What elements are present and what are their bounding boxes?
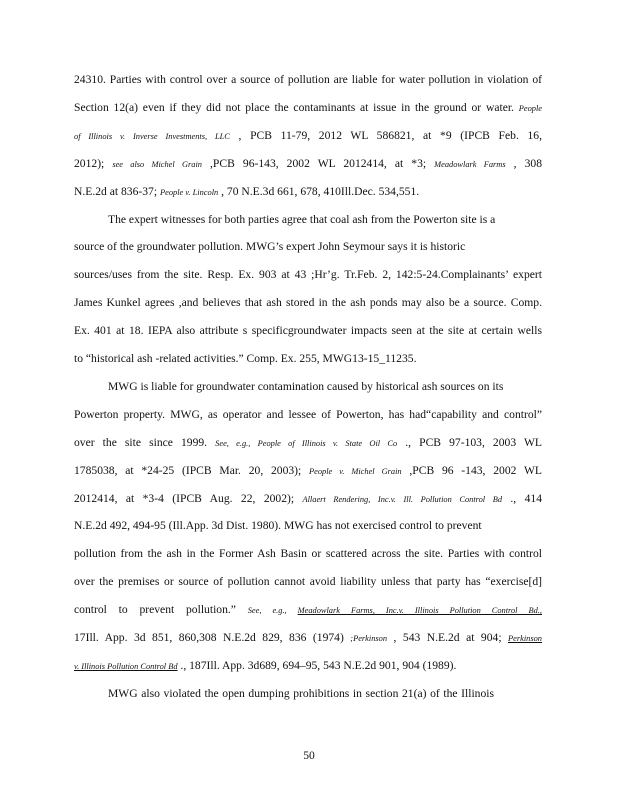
text-run: ., PCB 97-103, 2003 WL [397, 435, 543, 449]
text-line [108, 379, 504, 394]
text-line [74, 240, 542, 254]
text-line [74, 185, 542, 200]
case-citation: People v. Michel Grain [309, 466, 402, 476]
text-run: over the premises or source of pollution cannot avoid liability unless that party has “exercise[d] [74, 575, 542, 589]
text-run: The expert witnesses for both parties agree that coal ash from the Powerton site is a [108, 212, 496, 226]
text-run: , PCB 11-79, 2012 WL 586821, at *9 (IPCB Feb. 16, [229, 128, 542, 142]
text-run: ., 187Ill. App. 3d689, 694–95, 543 N.E.2d 901, 904 (1989). [177, 658, 457, 672]
text-run: N.E.2d at 836-37; [74, 184, 160, 198]
text-line [74, 659, 542, 674]
text-run: 1785038, at *24-25 (IPCB Mar. 20, 2003); [74, 463, 310, 477]
text-line [74, 268, 542, 282]
case-citation: Meadowlark Farms [434, 159, 506, 169]
text-line [74, 296, 542, 310]
text-run: ,PCB 96-143, 2002 WL 2012414, at *3; [201, 156, 435, 170]
text-run: over the site since 1999. [74, 435, 216, 449]
text-run: , 308 [505, 156, 543, 170]
page-number: 50 [303, 749, 315, 762]
case-citation: ;Perkinson [350, 634, 388, 643]
text-line [74, 575, 542, 589]
text-line [74, 101, 542, 116]
case-citation: see also Michel Grain [112, 159, 202, 169]
text-line [74, 73, 542, 87]
text-run: James Kunkel agrees ,and believes that ash stored in the ash ponds may also be a source. Comp. [74, 296, 542, 310]
text-run: 17Ill. App. 3d 851, 860,308 N.E.2d 829, 836 (1974) [74, 631, 351, 644]
text-line [74, 464, 542, 479]
text-run: ,PCB 96 -143, 2002 WL [401, 463, 542, 477]
text-run: ., 414 [502, 491, 542, 505]
text-run: , 543 N.E.2d at 904; [387, 631, 509, 644]
text-run: , 70 N.E.3d 661, 678, 410Ill.Dec. 534,551. [218, 184, 420, 198]
text-line [74, 519, 542, 533]
text-run: MWG is liable for groundwater contamination caused by historical ash sources on its [108, 379, 504, 393]
text-line [74, 436, 542, 451]
case-citation: v. Illinois Pollution Control Bd [74, 661, 178, 671]
text-line [74, 129, 542, 144]
case-citation: Allaert Rendering, Inc.v. Ill. Pollution Control Bd [302, 494, 503, 504]
text-line [74, 324, 542, 338]
text-line [74, 352, 542, 366]
text-line [108, 213, 494, 227]
text-run: Powerton property. MWG, as operator and lessee of Powerton, has had“capability and control” [74, 407, 542, 421]
case-citation: of Illinois v. Inverse Investments, LLC [74, 131, 230, 141]
text-line [74, 492, 542, 507]
case-citation: People v. Lincoln [159, 187, 219, 197]
text-run: to “historical ash -related activities.” Comp. Ex. 255, MWG13-15_11235. [74, 352, 417, 365]
case-citation: See, e.g., [247, 606, 298, 616]
text-line [108, 687, 494, 701]
text-line [74, 408, 542, 422]
text-line [74, 547, 542, 561]
text-run: pollution from the ash in the Former Ash Basin or scattered across the site. Parties with control [74, 547, 542, 561]
text-run: MWG also violated the open dumping prohibitions in section 21(a) of the Illinois [108, 686, 494, 700]
text-run: control to prevent pollution.” [74, 603, 248, 617]
text-run: 24310. Parties with control over a source of pollution are liable for water pollution in violation of [74, 73, 542, 86]
text-run: sources/uses from the site. Resp. Ex. 903 at 43 ;Hr’g. Tr.Feb. 2, 142:5-24.Complainants’ expert [74, 268, 542, 282]
text-line [74, 631, 542, 646]
case-citation: People [518, 103, 542, 113]
text-line [74, 157, 542, 172]
text-run: 2012); [74, 156, 113, 170]
text-run: Ex. 401 at 18. IEPA also attribute s specificgroundwater impacts seen at the site at certain wells [74, 324, 542, 338]
case-citation: Meadowlark Farms, Inc.v. Illinois Pollution Control Bd., [297, 606, 542, 616]
case-citation: Perkinson [508, 634, 542, 643]
text-run: source of the groundwater pollution. MWG’s expert John Seymour says it is historic [74, 240, 466, 254]
text-run: 2012414, at *3-4 (IPCB Aug. 22, 2002); [74, 491, 303, 505]
text-line [74, 603, 542, 618]
text-run: Section 12(a) even if they did not place the contaminants at issue in the ground or water. [74, 100, 519, 114]
case-citation: See, e.g., People of Illinois v. State Oil Co [215, 438, 398, 448]
text-run: N.E.2d 492, 494-95 (Ill.App. 3d Dist. 1980). MWG has not exercised control to prevent [74, 519, 482, 533]
